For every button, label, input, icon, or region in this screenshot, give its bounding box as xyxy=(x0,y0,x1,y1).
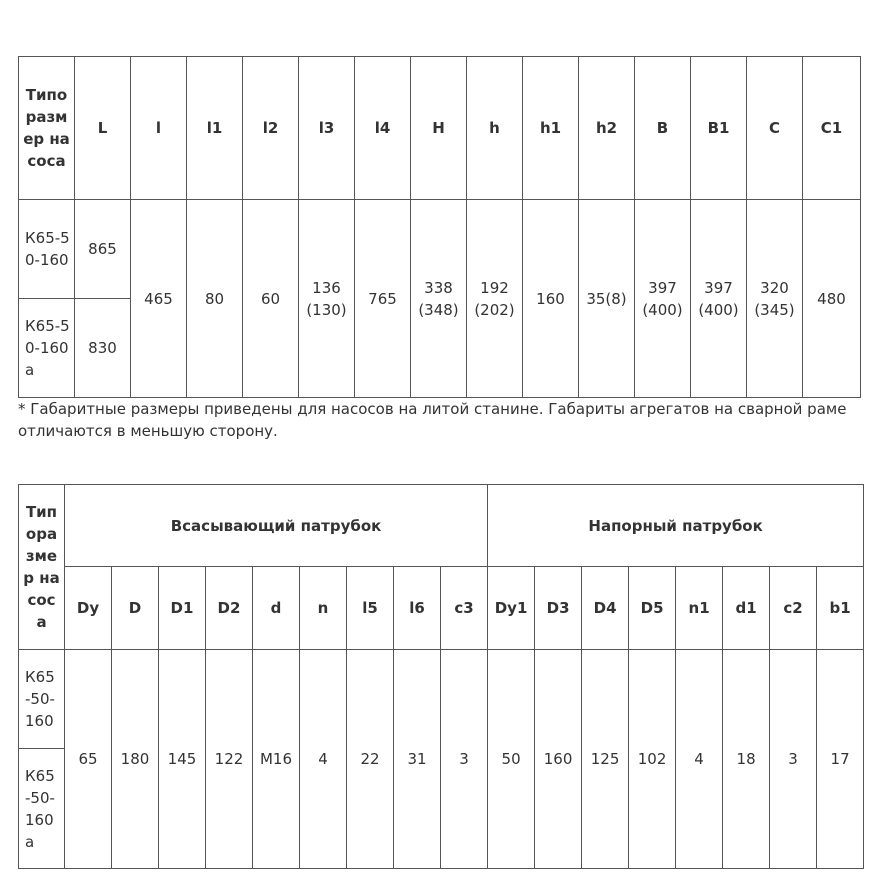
value-cell-Dy: 65 xyxy=(65,650,112,869)
flange-table xyxy=(18,484,864,869)
value-cell-C: 320 (345) xyxy=(747,200,803,398)
pump-type-cell: К65-50-160а xyxy=(19,749,65,869)
header-c3: c3 xyxy=(441,567,488,650)
table-row xyxy=(19,200,861,299)
value-cell-h2: 35(8) xyxy=(579,200,635,398)
value-cell-c2: 3 xyxy=(770,650,817,869)
header-pump-type: Типоразмер насоса xyxy=(19,57,75,200)
header-discharge-group: Напорный патрубок xyxy=(488,485,864,567)
value-cell-L: 830 xyxy=(75,299,131,398)
header-n: n xyxy=(300,567,347,650)
header-d1: d1 xyxy=(723,567,770,650)
value-cell-B1: 397 (400) xyxy=(691,200,747,398)
value-cell-l2: 60 xyxy=(243,200,299,398)
header-l2: l2 xyxy=(243,57,299,200)
value-cell-n: 4 xyxy=(300,650,347,869)
header-Dy1: Dy1 xyxy=(488,567,535,650)
header-C: C xyxy=(747,57,803,200)
value-cell-b1: 17 xyxy=(817,650,864,869)
header-D: D xyxy=(112,567,159,650)
header-b1: b1 xyxy=(817,567,864,650)
value-cell-D3: 160 xyxy=(535,650,582,869)
header-D3: D3 xyxy=(535,567,582,650)
value-cell-h1: 160 xyxy=(523,200,579,398)
value-cell-l6: 31 xyxy=(394,650,441,869)
header-H: H xyxy=(411,57,467,200)
header-B: B xyxy=(635,57,691,200)
header-c2: c2 xyxy=(770,567,817,650)
dimensions-table xyxy=(18,56,861,398)
header-h2: h2 xyxy=(579,57,635,200)
value-cell-l4: 765 xyxy=(355,200,411,398)
header-h1: h1 xyxy=(523,57,579,200)
value-cell-c3: 3 xyxy=(441,650,488,869)
value-cell-h: 192 (202) xyxy=(467,200,523,398)
value-cell-C1: 480 xyxy=(803,200,861,398)
value-cell-D: 180 xyxy=(112,650,159,869)
header-D5: D5 xyxy=(629,567,676,650)
value-cell-B: 397 (400) xyxy=(635,200,691,398)
pump-type-cell: К65-50-160 xyxy=(19,200,75,299)
table-header-row xyxy=(19,567,864,650)
value-cell-D4: 125 xyxy=(582,650,629,869)
header-C1: C1 xyxy=(803,57,861,200)
header-suction-group: Всасывающий патрубок xyxy=(65,485,488,567)
table-header-row xyxy=(19,57,861,200)
header-n1: n1 xyxy=(676,567,723,650)
header-D2: D2 xyxy=(206,567,253,650)
footnote: * Габаритные размеры приведены для насосов на литой станине. Габариты агрегатов на сварной раме отличаются в меньшую сторону. xyxy=(18,400,847,440)
header-d: d xyxy=(253,567,300,650)
header-D1: D1 xyxy=(159,567,206,650)
header-l6: l6 xyxy=(394,567,441,650)
header-l3: l3 xyxy=(299,57,355,200)
value-cell-d1: 18 xyxy=(723,650,770,869)
value-cell-n1: 4 xyxy=(676,650,723,869)
table-row xyxy=(19,650,864,749)
header-h: h xyxy=(467,57,523,200)
value-cell-l: 465 xyxy=(131,200,187,398)
value-cell-l1: 80 xyxy=(187,200,243,398)
header-l5: l5 xyxy=(347,567,394,650)
header-B1: B1 xyxy=(691,57,747,200)
pump-type-cell: К65-50-160 xyxy=(19,650,65,749)
value-cell-D5: 102 xyxy=(629,650,676,869)
table-group-header-row xyxy=(19,485,864,567)
value-cell-L: 865 xyxy=(75,200,131,299)
value-cell-d: М16 xyxy=(253,650,300,869)
value-cell-l5: 22 xyxy=(347,650,394,869)
header-pump-type: Типоразмер насоса xyxy=(19,485,65,650)
value-cell-D1: 145 xyxy=(159,650,206,869)
header-L: L xyxy=(75,57,131,200)
header-D4: D4 xyxy=(582,567,629,650)
value-cell-l3: 136 (130) xyxy=(299,200,355,398)
value-cell-H: 338 (348) xyxy=(411,200,467,398)
header-l1: l1 xyxy=(187,57,243,200)
value-cell-Dy1: 50 xyxy=(488,650,535,869)
header-Dy: Dy xyxy=(65,567,112,650)
pump-type-cell: К65-50-160а xyxy=(19,299,75,398)
header-l4: l4 xyxy=(355,57,411,200)
value-cell-D2: 122 xyxy=(206,650,253,869)
header-l: l xyxy=(131,57,187,200)
